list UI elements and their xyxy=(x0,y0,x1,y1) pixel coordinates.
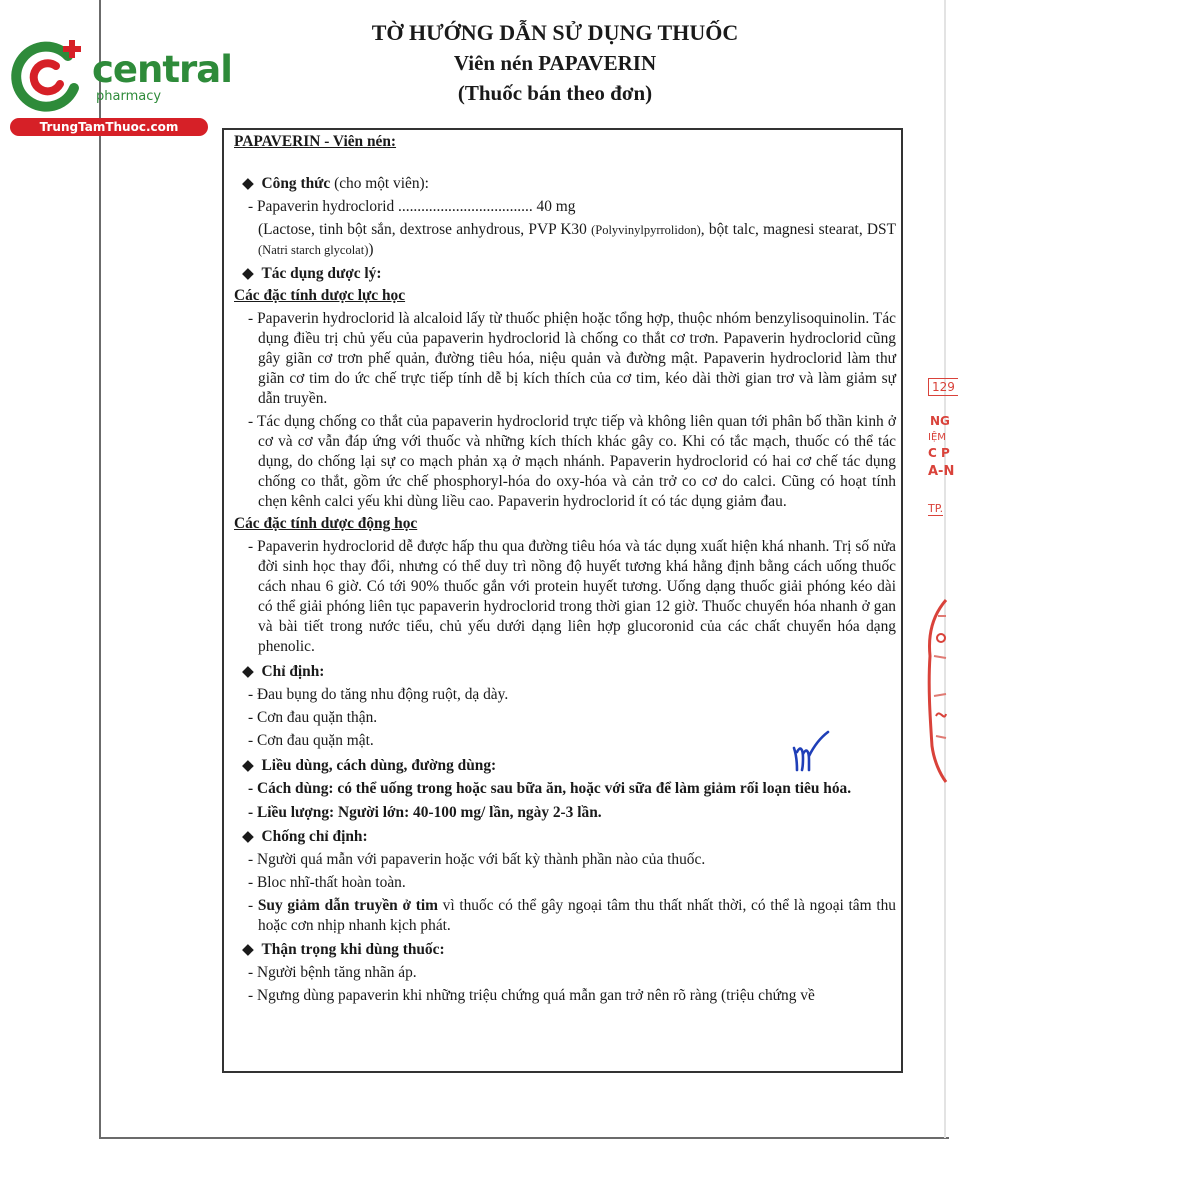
document-frame xyxy=(222,128,903,1073)
precaution-text: Người bệnh tăng nhãn áp. xyxy=(256,964,417,981)
pharmacodynamics-paragraph: - Papaverin hydroclorid là alcaloid lấy từ thuốc phiện hoặc tổng hợp, thuộc nhóm benzylisoquinolin. Tác dụng điều trị chủ yếu của papaverin hydroclorid là chống co thắt cơ trơn. Papaverin hydroclorid cũng gây giãn cơ trơn phế quản, đường tiêu hóa, niệu quản và đường mật. Papaverin hydroclorid làm thư giãn cơ tim do ức chế trực tiếp tính dễ bị kích thích của cơ tim, kéo dài thời gian trơ và làm giảm sự dẫn truyền. xyxy=(248,310,896,407)
logo-tagline: pharmacy xyxy=(96,89,162,104)
formula-item-text: Papaverin hydroclorid ................................... 40 mg xyxy=(256,198,576,215)
stamp-text: A-N xyxy=(928,464,955,479)
indication-item: - Đau bụng do tăng nhu động ruột, dạ dày. xyxy=(248,686,509,703)
excipients-note: (Polyvinylpyrrolidon) xyxy=(591,223,701,237)
dosage-usage: - Cách dùng: có thể uống trong hoặc sau bữa ăn, hoặc với sữa để làm giảm rối loạn tiêu hóa. xyxy=(248,780,852,797)
paragraph-text: Tác dụng chống co thắt của papaverin hydroclorid trực tiếp và không liên quan tới phân bố thần kinh ở cơ và cơ vẫn đáp ứng với thuốc và những kích thích khác gây co. Khi có tắc mạch, thuốc có thể tác dụng, do chống lại sự co mạch phản xạ ở mạch nhánh. Papaverin hydroclorid có hai cơ chế tác dụng chống co thắt, gồm ức chế phosphoryl-hóa do oxy-hóa và cản trở co cơ do calci. Cũng có hoạt tính chẹn kênh calci yếu khi dùng liều cao. Papaverin hydroclorid ít có tác dụng giảm đau. xyxy=(256,413,896,510)
stamp-text: C P xyxy=(928,446,950,460)
section-title: PAPAVERIN - Viên nén: xyxy=(234,133,397,150)
contraindication-bold-text: Suy giảm dẫn truyền ở tim xyxy=(257,897,438,914)
indication-text: Cơn đau quặn mật. xyxy=(256,732,374,749)
pharmacokinetics-title: Các đặc tính dược động học xyxy=(234,515,418,532)
excipients-note: (Natri starch glycolat) xyxy=(258,243,369,257)
dosage-amount: - Liều lượng: Người lớn: 40-100 mg/ lần, ngày 2-3 lần. xyxy=(248,804,602,821)
prescription-note: (Thuốc bán theo đơn) xyxy=(457,81,653,105)
document-header xyxy=(300,18,810,108)
logo-site-url[interactable]: TrungTamThuoc.com xyxy=(10,118,208,136)
product-name: Viên nén PAPAVERIN xyxy=(453,51,657,75)
pharmacy-c-cross-icon xyxy=(10,36,90,116)
excipients-text: ) xyxy=(368,241,374,258)
precaution-text: Ngưng dùng papaverin khi những triệu chứng quá mẫn gan trở nên rõ ràng (triệu chứng về xyxy=(256,987,815,1004)
logo-brand-text: central xyxy=(92,48,232,91)
central-pharmacy-logo[interactable] xyxy=(10,36,232,136)
formula-item: - Papaverin hydroclorid ................................... 40 mg xyxy=(248,198,576,215)
scan-edge-bottom xyxy=(99,1137,949,1139)
pharmacodynamics-paragraph: - Tác dụng chống co thắt của papaverin hydroclorid trực tiếp và không liên quan tới phân bố thần kinh ở cơ và cơ vẫn đáp ứng với thuốc và những kích thích khác gây co. Khi có tắc mạch, thuốc có thể tác dụng, do chống lại sự co mạch phản xạ ở mạch nhánh. Papaverin hydroclorid có hai cơ chế tác dụng chống co thắt, gồm ức chế phosphoryl-hóa do oxy-hóa và cản trở co cơ do calci. Cũng có hoạt tính chẹn kênh calci yếu khi dùng liều cao. Papaverin hydroclorid ít có tác dụng giảm đau. xyxy=(248,413,896,510)
stamp-text: 129 xyxy=(928,378,958,396)
contraindications-heading: ◆ Chống chỉ định: xyxy=(242,828,368,845)
scan-edge-right xyxy=(944,0,946,1138)
contraindication-item: - Suy giảm dẫn truyền ở tim vì thuốc có thể gây ngoại tâm thu thất nhất thời, có thể là ngoại tâm thu hoặc cơn nhịp nhanh kịch phát. xyxy=(248,897,896,934)
pharmacology-heading: ◆ Tác dụng dược lý: xyxy=(242,265,382,282)
paragraph-text: Papaverin hydroclorid dễ được hấp thu qua đường tiêu hóa và tác dụng xuất hiện khá nhanh. Trị số nửa đời sinh học thay đổi, nhưng có thể duy trì nồng độ huyết tương khá hằng định bằng cách uống thuốc cách nhau 6 giờ. Có tới 90% thuốc gắn với protein huyết tương. Uống dạng thuốc giải phóng kéo dài có thể giải phóng liên tục papaverin hydroclorid trong thời gian 12 giờ. Thuốc chuyển hóa nhanh ở gan và bài tiết trong nước tiểu, chủ yếu dưới dạng liên hợp glucoronid của các chất chuyển hóa dạng phenolic. xyxy=(257,538,896,655)
precaution-item: - Ngưng dùng papaverin khi những triệu chứng quá mẫn gan trở nên rõ ràng (triệu chứng về xyxy=(248,987,815,1004)
stamp-text: NG xyxy=(930,414,950,428)
contraindication-item: - Người quá mẫn với papaverin hoặc với bất kỳ thành phần nào của thuốc. xyxy=(248,851,706,868)
indications-heading-label: Chỉ định: xyxy=(261,663,325,680)
dosage-heading: ◆ Liều dùng, cách dùng, đường dùng: xyxy=(242,757,497,774)
formula-heading: ◆ Công thức (cho một viên): xyxy=(242,175,429,192)
indication-item: - Cơn đau quặn mật. xyxy=(248,732,374,749)
contraindication-text: Người quá mẫn với papaverin hoặc với bất kỳ thành phần nào của thuốc. xyxy=(256,851,706,868)
indication-item: - Cơn đau quặn thận. xyxy=(248,709,378,726)
pharmacology-heading-label: Tác dụng dược lý: xyxy=(261,265,382,282)
paragraph-text: Papaverin hydroclorid là alcaloid lấy từ thuốc phiện hoặc tổng hợp, thuộc nhóm benzylisoquinolin. Tác dụng điều trị chủ yếu của papaverin hydroclorid là chống co thắt cơ trơn. Papaverin hydroclorid cũng gây giãn cơ trơn phế quản, đường tiêu hóa, niệu quản và đường mật. Papaverin hydroclorid làm thư giãn cơ tim do ức chế trực tiếp tính dễ bị kích thích của cơ tim, kéo dài thời gian trơ và làm giảm sự dẫn truyền. xyxy=(257,310,896,407)
precautions-heading: ◆ Thận trọng khi dùng thuốc: xyxy=(242,941,445,958)
indications-heading: ◆ Chỉ định: xyxy=(242,663,325,680)
formula-excipients xyxy=(258,220,896,260)
precautions-heading-label: Thận trọng khi dùng thuốc: xyxy=(261,941,445,958)
contraindication-item: - Bloc nhĩ-thất hoàn toàn. xyxy=(248,874,406,891)
contraindications-heading-label: Chống chỉ định: xyxy=(261,828,368,845)
signature-initials-icon xyxy=(788,728,832,774)
indication-text: Cơn đau quặn thận. xyxy=(256,709,378,726)
precaution-item: - Người bệnh tăng nhãn áp. xyxy=(248,964,417,981)
pharmacokinetics-paragraph: - Papaverin hydroclorid dễ được hấp thu qua đường tiêu hóa và tác dụng xuất hiện khá nhanh. Trị số nửa đời sinh học thay đổi, nhưng có thể duy trì nồng độ huyết tương khá hằng định bằng cách uống thuốc cách nhau 6 giờ. Có tới 90% thuốc gắn với protein huyết tương. Uống dạng thuốc giải phóng kéo dài có thể giải phóng liên tục papaverin hydroclorid trong thời gian 12 giờ. Thuốc chuyển hóa nhanh ở gan và bài tiết trong nước tiểu, chủ yếu dưới dạng liên hợp glucoronid của các chất chuyển hóa dạng phenolic. xyxy=(248,538,896,655)
pharmacodynamics-title: Các đặc tính dược lực học xyxy=(234,287,406,304)
dosage-amount-text: Liều lượng: Người lớn: 40-100 mg/ lần, ngày 2-3 lần. xyxy=(256,804,602,821)
excipients-text: (Lactose, tinh bột sắn, dextrose anhydrous, PVP K30 xyxy=(258,221,592,238)
indication-text: Đau bụng do tăng nhu động ruột, dạ dày. xyxy=(256,686,509,703)
contraindication-text: vì thuốc có thể gây ngoại tâm thu thất nhất thời, có thể là ngoại tâm thu hoặc cơn nhịp nhanh kịch phát. xyxy=(258,897,896,934)
dosage-usage-text: Cách dùng: có thể uống trong hoặc sau bữa ăn, hoặc với sữa để làm giảm rối loạn tiêu hóa. xyxy=(256,780,852,797)
stamp-seal-fragment-icon xyxy=(924,596,948,786)
document-content xyxy=(234,132,896,1006)
stamp-text: TP. xyxy=(928,502,944,515)
document-title: TỜ HƯỚNG DẪN SỬ DỤNG THUỐC xyxy=(371,20,739,45)
scan-edge-left xyxy=(99,0,101,1138)
stamp-text: IỆM xyxy=(928,432,946,443)
contraindication-text: Bloc nhĩ-thất hoàn toàn. xyxy=(256,874,406,891)
formula-heading-note: (cho một viên): xyxy=(330,175,429,192)
formula-heading-label: Công thức xyxy=(261,175,331,192)
dosage-heading-label: Liều dùng, cách dùng, đường dùng: xyxy=(261,757,497,774)
excipients-text: , bột talc, magnesi stearat, DST xyxy=(700,221,896,238)
